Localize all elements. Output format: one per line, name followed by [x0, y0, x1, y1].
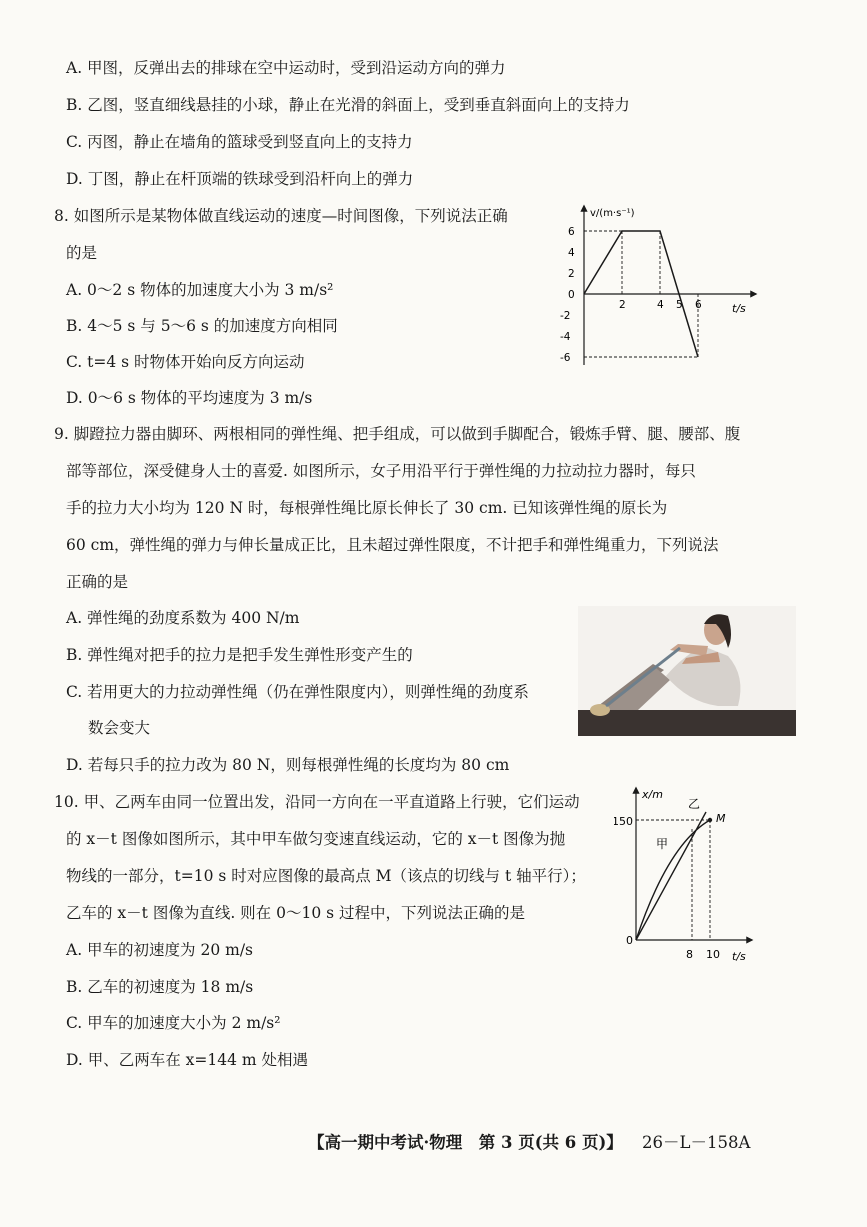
footer-code: 26－L－158A	[642, 1133, 751, 1152]
q10-ylabel: x/m	[642, 788, 663, 801]
q8-ytick-0: 6	[568, 226, 575, 238]
q9-stem-line1: 9. 脚蹬拉力器由脚环、两根相同的弹性绳、把手组成，可以做到手脚配合，锻炼手臂、腿、腰部、腹	[54, 425, 741, 443]
q9-option-b: B. 弹性绳对把手的拉力是把手发生弹性形变产生的	[66, 646, 413, 664]
q8-ytick-5: -4	[560, 331, 571, 343]
q9-option-c-cont: 数会变大	[88, 719, 151, 737]
q8-xtick-1: 4	[657, 299, 664, 311]
q10-label-yi: 乙	[688, 797, 701, 811]
q10-option-a: A. 甲车的初速度为 20 m/s	[66, 941, 253, 959]
q8-xtick-3: 6	[695, 299, 702, 311]
q9-stem-line2: 部等部位，深受健身人士的喜爱. 如图所示，女子用沿平行于弹性绳的力拉动拉力器时，每只	[66, 462, 696, 480]
q7-option-a: A. 甲图，反弹出去的排球在空中运动时，受到沿运动方向的弹力	[66, 59, 506, 77]
q10-option-b: B. 乙车的初速度为 18 m/s	[66, 978, 254, 996]
q10-option-d: D. 甲、乙两车在 x=144 m 处相遇	[66, 1051, 309, 1069]
q8-xlabel: t/s	[732, 302, 746, 315]
q10-origin: 0	[626, 934, 633, 947]
q10-option-c: C. 甲车的加速度大小为 2 m/s²	[66, 1014, 281, 1032]
q9-exercise-photo	[578, 606, 796, 736]
q7-option-c: C. 丙图，静止在墙角的篮球受到竖直向上的支持力	[66, 133, 413, 151]
q9-stem-line4: 60 cm，弹性绳的弹力与伸长量成正比，且未超过弹性限度，不计把手和弹性绳重力，下列说法	[66, 536, 719, 554]
q8-ytick-6: -6	[560, 352, 571, 364]
q8-option-b: B. 4～5 s 与 5～6 s 的加速度方向相同	[66, 317, 338, 335]
footer-title: 【高一期中考试·物理 第 3 页(共 6 页)】	[308, 1133, 623, 1152]
q10-xtick-8: 8	[686, 948, 693, 961]
q10-xt-graph	[614, 782, 764, 971]
q8-xtick-0: 2	[619, 299, 626, 311]
q10-point-M	[708, 818, 712, 822]
q9-stem-line3: 手的拉力大小均为 120 N 时，每根弹性绳比原长伸长了 30 cm. 已知该弹性绳的原长为	[66, 499, 668, 517]
q10-stem-line3: 物线的一部分，t=10 s 时对应图像的最高点 M（该点的切线与 t 轴平行）；	[66, 867, 586, 885]
q7-option-b: B. 乙图，竖直细线悬挂的小球，静止在光滑的斜面上，受到垂直斜面向上的支持力	[66, 96, 630, 114]
q8-y-tick-labels	[560, 226, 575, 364]
q9-option-c: C. 若用更大的力拉动弹性绳（仍在弹性限度内），则弹性绳的劲度系	[66, 683, 529, 701]
q7-option-d: D. 丁图，静止在杆顶端的铁球受到沿杆向上的弹力	[66, 170, 414, 188]
q10-xlabel: t/s	[732, 950, 746, 963]
q8-ytick-2: 2	[568, 268, 575, 280]
q10-ytick-150: 150	[614, 815, 633, 828]
q8-xtick-2: 5	[676, 299, 683, 311]
q8-x-tick-labels	[619, 299, 702, 311]
q8-ytick-4: -2	[560, 310, 571, 322]
q8-ylabel: v/(m·s⁻¹)	[590, 208, 635, 219]
q10-stem-line4: 乙车的 x－t 图像为直线. 则在 0～10 s 过程中，下列说法正确的是	[66, 904, 526, 922]
q9-option-d: D. 若每只手的拉力改为 80 N，则每根弹性绳的长度均为 80 cm	[66, 756, 510, 774]
q10-stem-line1: 10. 甲、乙两车由同一位置出发，沿同一方向在一平直道路上行驶，它们运动	[54, 793, 580, 811]
q8-vt-graph	[556, 200, 796, 379]
q10-label-jia: 甲	[656, 837, 669, 851]
q10-label-M: M	[716, 812, 726, 825]
q8-stem-line2: 的是	[66, 244, 98, 262]
q8-ytick-1: 4	[568, 247, 575, 259]
q8-ytick-3: 0	[568, 289, 575, 301]
q8-option-d: D. 0～6 s 物体的平均速度为 3 m/s	[66, 389, 313, 407]
q9-option-a: A. 弹性绳的劲度系数为 400 N/m	[66, 609, 300, 627]
q8-option-c: C. t=4 s 时物体开始向反方向运动	[66, 353, 305, 371]
q9-stem-line5: 正确的是	[66, 573, 129, 591]
q10-curve-jia	[636, 820, 710, 940]
q8-stem-line1: 8. 如图所示是某物体做直线运动的速度—时间图像，下列说法正确	[54, 207, 508, 225]
q8-option-a: A. 0～2 s 物体的加速度大小为 3 m/s²	[66, 281, 334, 299]
q10-xtick-10: 10	[706, 948, 720, 961]
q10-stem-line2: 的 x－t 图像如图所示，其中甲车做匀变速直线运动，它的 x－t 图像为抛	[66, 830, 566, 848]
